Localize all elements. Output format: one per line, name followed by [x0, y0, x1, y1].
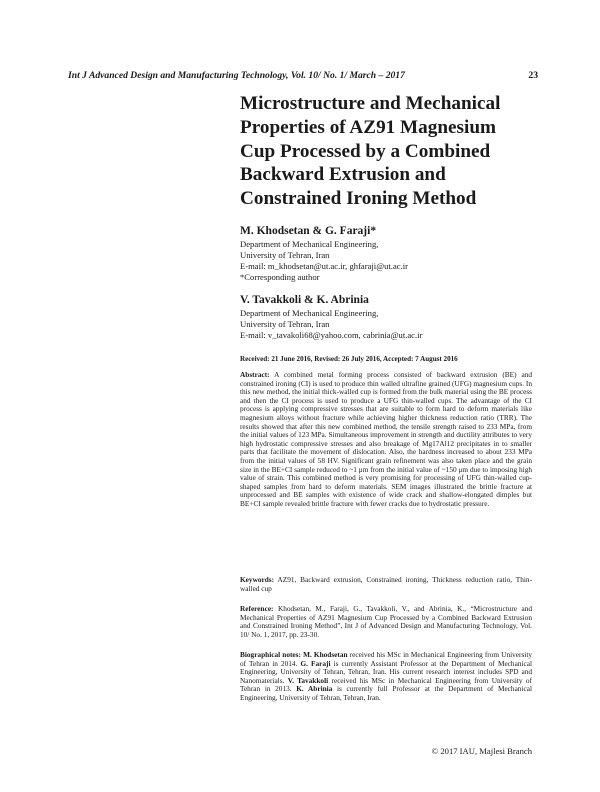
paper-title [240, 92, 540, 211]
abstract-label: Abstract: [240, 370, 270, 379]
email-line: E-mail: m_khodsetan@ut.ac.ir, ghfaraji@ut.ac.ir [240, 261, 408, 271]
affiliation-line: University of Tehran, Iran [240, 250, 330, 260]
page-number: 23 [528, 70, 538, 81]
bio-text: received his MSc in Mechanical Engineering from University of Tehran in 2013. [240, 675, 533, 694]
bio-author-name: G. Faraji [300, 658, 331, 668]
affiliation-line: Department of Mechanical Engineering, [240, 239, 379, 249]
affiliation-line: University of Tehran, Iran [240, 319, 330, 329]
biographical-notes [240, 651, 532, 703]
abstract [240, 371, 532, 509]
bio-label: Biographical notes: [240, 650, 301, 659]
author-names: V. Tavakkoli & K. Abrinia [240, 294, 369, 306]
copyright-footer: © 2017 IAU, Majlesi Branch [431, 746, 532, 756]
title-line: Constrained Ironing Method [240, 188, 477, 210]
reference-text: Khodsetan, M., Faraji, G., Tavakkoli, V., and Abrinia, K., “Microstructure and Mechanical Properties of AZ91 Magnesium Cup Processed by a Combined Backward Extrusion and Constrained Ironing Method”, Int J of Advanced Design and Manufacturing Technology, Vol. 10/ No. 1, 2017, pp. 23-30. [240, 604, 533, 639]
abstract-text: A combined metal forming process consisted of backward extrusion (BE) and constrained ironing (CI) is used to produce thin walled ultrafine grained (UFG) magnesium cups. In this new method, the initial thick-walled cup is formed from the bulk material using the BE process and then the CI process is used to produce a UFG thin-walled cups. The advantage of the CI process is applying compressive stresses that are suitable to form hard to deform materials like magnesium alloys without fracture while achieving higher thickness reduction ratio (TRR). The results showed that after this new combined method, the tensile strength raised to 233 MPa, from the initial values of 123 MPa. Simultaneous improvement in strength and ductility attributes to very high hydrostatic compressive stresses and also breakage of Mg17Al12 precipitates in to smaller parts that facilitate the movement of dislocation. Also, the hardness increased to about 233 MPa from the initial values of 58 HV. Significant grain refinement was also taken place and the grain size in the BE+CI sample reduced to ~1 μm from the initial value of ~150 μm due to imposing high value of strain. This combined method is very promising for processing of UFG thin-walled cup-shaped samples from hard to deform materials. SEM images illustrated the brittle fracture at unprocessed and BE samples with existence of wide crack and shallow-elongated dimples but BE+CI sample revealed brittle fracture with fewer cracks due to hydrostatic pressure. [240, 370, 532, 508]
keywords [240, 576, 532, 593]
title-line: Properties of AZ91 Magnesium [240, 116, 496, 138]
author-block-1 [240, 224, 540, 283]
journal-citation: Int J Advanced Design and Manufacturing Technology, Vol. 10/ No. 1/ March – 2017 [68, 70, 405, 81]
title-line: Backward Extrusion and [240, 164, 446, 186]
title-line: Cup Processed by a Combined [240, 140, 491, 162]
affiliation-line: Department of Mechanical Engineering, [240, 308, 379, 318]
bio-text: is currently full Professor at the Department of Mechanical Engineering, University of Tehran, Tehran, Iran. [240, 684, 532, 702]
author-block-2 [240, 293, 540, 341]
submission-dates: Received: 21 June 2016, Revised: 26 July 2016, Accepted: 7 August 2016 [240, 355, 458, 363]
corresponding-note: *Corresponding author [240, 272, 320, 282]
running-header [68, 70, 538, 82]
keywords-text: AZ91, Backward extrusion, Constrained ironing, Thickness reduction ratio, Thin-walled cup [240, 575, 533, 593]
bio-author-name: K. Abrinia [296, 684, 333, 694]
bio-author-name: V. Tavakkoli [287, 675, 329, 685]
author-names: M. Khodsetan & G. Faraji* [240, 225, 377, 237]
title-line: Microstructure and Mechanical [240, 93, 501, 114]
email-line: E-mail: v_tavakoli68@yahoo.com, cabrinia@ut.ac.ir [240, 330, 423, 340]
bio-author-name: M. Khodsetan [303, 650, 348, 659]
bio-text: received his MSc in Mechanical Engineering from University of Tehran in 2014. [240, 650, 532, 668]
bio-text: is currently Assistant Professor at the Department of Mechanical Engineering, University of Tehran, Tehran, Iran. His current research interest includes SPD and Nanomaterials. [240, 658, 533, 685]
reference-label: Reference: [240, 604, 274, 613]
keywords-label: Keywords: [240, 575, 275, 584]
reference [240, 605, 532, 639]
